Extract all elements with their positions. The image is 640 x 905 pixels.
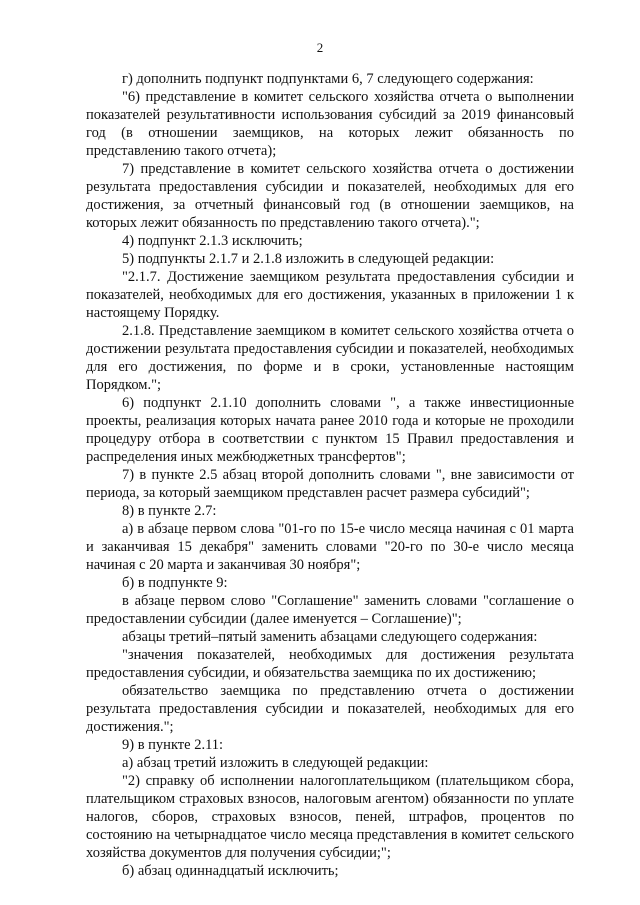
paragraph: "2) справку об исполнении налогоплательщиком (плательщиком сбора, плательщиком страховых взносов, налоговым агентом) обязанности по уплате налогов, сборов, страховых взносов, пеней, штрафов, процентов по состоянию на четырнадцатое число месяца представления в комитет сельского хозяйства документов для получения субсидии;"; [86,773,574,861]
paragraph: "значения показателей, необходимых для достижения результата предоставления субсидии, и обязательства заемщика по их достижению; [86,647,574,681]
paragraph: б) абзац одиннадцатый исключить; [122,863,339,879]
paragraph: а) абзац третий изложить в следующей редакции: [122,755,429,771]
page-number: 2 [316,40,324,55]
paragraph: 7) представление в комитет сельского хозяйства отчета о достижении результата предоставления субсидии и показателей, необходимых для его достижения, за отчетный финансовый год (в отношении заемщиков, на которых лежит обязанность по представлению такого отчета)."; [86,161,574,231]
paragraph: "2.1.7. Достижение заемщиком результата предоставления субсидии и показателей, необходимых для его достижения, указанных в приложении 1 к настоящему Порядку. [86,269,574,321]
paragraph: обязательство заемщика по представлению отчета о достижении результата предоставления субсидии и показателей, необходимых для его достижения."; [86,683,574,735]
paragraph: абзацы третий–пятый заменить абзацами следующего содержания: [122,629,538,645]
paragraph: 6) подпункт 2.1.10 дополнить словами ", а также инвестиционные проекты, реализация которых начата ранее 2010 года и которые не проходили процедуру отбора в соответствии с пунктом 15 Правил предоставления и распределения иных межбюджетных трансфертов"; [86,395,574,465]
paragraph: "6) представление в комитет сельского хозяйства отчета о выполнении показателей результативности использования субсидий за 2019 финансовый год (в отношении заемщиков, на которых лежит обязанность по представлению такого отчета); [86,89,574,159]
paragraph: 5) подпункты 2.1.7 и 2.1.8 изложить в следующей редакции: [122,251,495,267]
paragraph: 2.1.8. Представление заемщиком в комитет сельского хозяйства отчета о достижении результата предоставления субсидии и показателей, необходимых для его достижения, по форме и в сроки, установленные настоящим Порядком."; [86,323,574,393]
paragraph: б) в подпункте 9: [122,575,228,591]
document-body [86,70,574,880]
paragraph: в абзаце первом слово "Соглашение" заменить словами "соглашение о предоставлении субсидии (далее именуется – Соглашение)"; [86,593,574,627]
paragraph: 4) подпункт 2.1.3 исключить; [122,233,303,249]
paragraph: г) дополнить подпункт подпунктами 6, 7 следующего содержания: [122,71,534,87]
paragraph: 9) в пункте 2.11: [122,737,224,753]
paragraph: 8) в пункте 2.7: [122,503,217,519]
paragraph: а) в абзаце первом слова "01-го по 15-е число месяца начиная с 01 марта и заканчивая 15 декабря" заменить словами "20-го по 30-е число месяца начиная с 20 марта и заканчивая 30 ноября"; [86,521,574,573]
paragraph: 7) в пункте 2.5 абзац второй дополнить словами ", вне зависимости от периода, за который заемщиком представлен расчет размера субсидий"; [86,467,574,501]
